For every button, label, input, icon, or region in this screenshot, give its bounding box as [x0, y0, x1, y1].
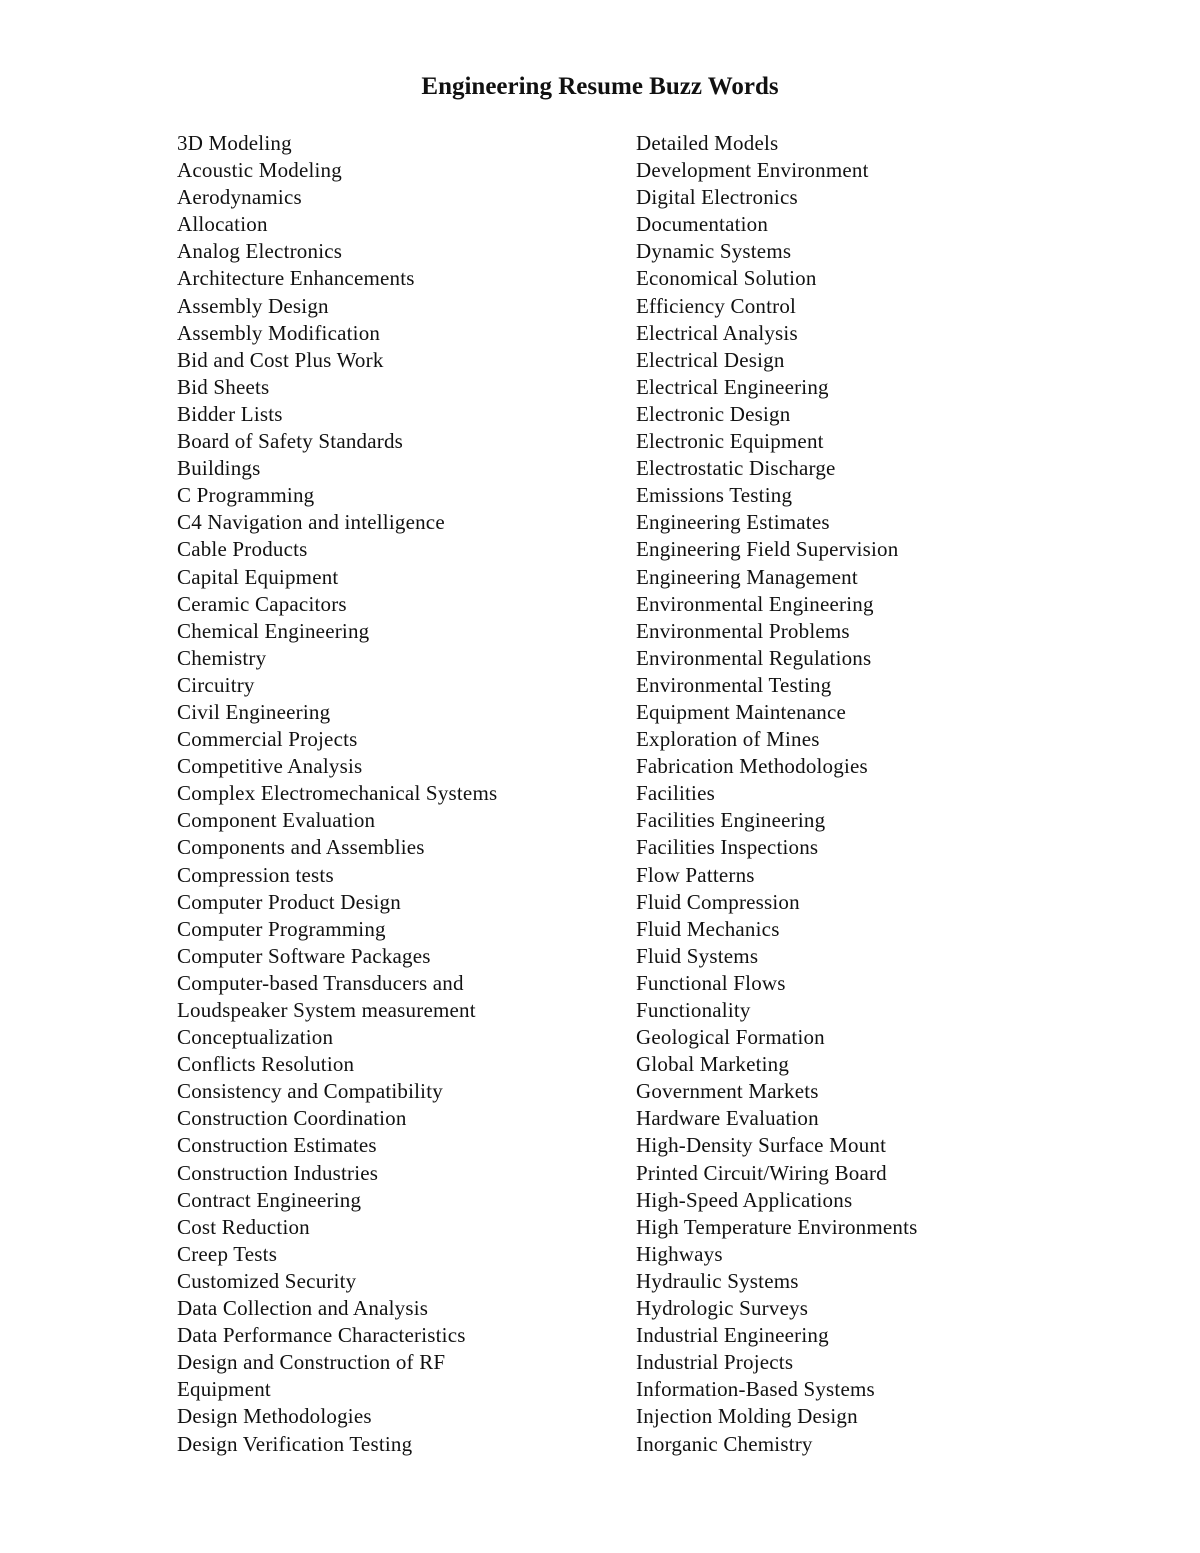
list-item: Circuitry [177, 672, 255, 697]
list-item: Loudspeaker System measurement [177, 998, 476, 1022]
list-item: Injection Molding Design [636, 1404, 858, 1429]
page-title: Engineering Resume Buzz Words [421, 73, 779, 100]
list-item: Competitive Analysis [177, 754, 363, 779]
list-item: Hydrologic Surveys [636, 1296, 809, 1321]
list-item: Detailed Models [636, 131, 779, 155]
list-item: Fluid Mechanics [636, 916, 780, 941]
list-item: Construction Coordination [177, 1106, 407, 1131]
list-item: Component Evaluation [177, 808, 376, 833]
list-item: Exploration of Mines [636, 727, 820, 752]
list-item: Fluid Systems [636, 943, 759, 968]
list-item: Industrial Engineering [636, 1323, 829, 1348]
list-item: Data Performance Characteristics [177, 1323, 466, 1348]
list-item: C4 Navigation and intelligence [177, 510, 445, 535]
list-item: Allocation [177, 212, 268, 237]
list-item: Design Verification Testing [177, 1431, 413, 1456]
list-item: Computer Product Design [177, 889, 401, 914]
list-item: High-Density Surface Mount [636, 1133, 887, 1158]
list-item: Electrical Analysis [636, 320, 798, 345]
list-item: Development Environment [636, 158, 869, 183]
list-item: Functional Flows [636, 970, 786, 995]
list-item: Economical Solution [636, 266, 817, 291]
list-item: Analog Electronics [177, 239, 343, 264]
list-item: Environmental Problems [636, 618, 850, 643]
list-item: Hydraulic Systems [636, 1268, 799, 1293]
list-item: C Programming [177, 483, 315, 508]
list-item: Global Marketing [636, 1052, 790, 1077]
list-item: Assembly Modification [177, 320, 381, 345]
list-item: Computer Software Packages [177, 943, 431, 968]
list-item: Fabrication Methodologies [636, 754, 868, 779]
list-item: Capital Equipment [177, 564, 339, 589]
list-item: High Temperature Environments [636, 1214, 918, 1239]
list-item: Electrostatic Discharge [636, 456, 836, 481]
list-item: Engineering Estimates [636, 510, 830, 535]
list-item: Dynamic Systems [636, 239, 792, 264]
list-item: Acoustic Modeling [177, 158, 342, 183]
list-item: Facilities Engineering [636, 808, 826, 833]
list-item: Equipment [177, 1377, 271, 1402]
list-item: Design and Construction of RF [177, 1350, 446, 1375]
list-item: Environmental Regulations [636, 645, 872, 670]
right-column-list [636, 128, 1076, 1456]
list-item: Functionality [636, 998, 751, 1022]
list-item: Engineering Management [636, 564, 858, 589]
list-item: Conflicts Resolution [177, 1052, 355, 1077]
list-item: Architecture Enhancements [177, 266, 415, 291]
list-item: Components and Assemblies [177, 835, 425, 860]
list-item: Electrical Engineering [636, 374, 829, 399]
list-item: Assembly Design [177, 293, 329, 318]
list-item: Electronic Equipment [636, 429, 824, 454]
list-item: Inorganic Chemistry [636, 1431, 813, 1456]
list-item: Printed Circuit/Wiring Board [636, 1160, 887, 1185]
list-item: Creep Tests [177, 1241, 278, 1266]
list-item: Electrical Design [636, 347, 785, 372]
list-item: Compression tests [177, 862, 334, 887]
list-item: Engineering Field Supervision [636, 537, 899, 562]
list-item: Construction Industries [177, 1160, 379, 1185]
list-item: Electronic Design [636, 401, 791, 426]
list-item: Digital Electronics [636, 185, 798, 210]
list-item: Chemistry [177, 645, 267, 670]
list-item: Hardware Evaluation [636, 1106, 819, 1131]
list-item: Cable Products [177, 537, 308, 562]
list-item: Fluid Compression [636, 889, 800, 914]
left-column-list [177, 128, 617, 1456]
list-item: Environmental Testing [636, 672, 832, 697]
list-item: Highways [636, 1241, 723, 1266]
list-item: Bid Sheets [177, 374, 270, 399]
list-item: Bid and Cost Plus Work [177, 347, 384, 372]
list-item: Documentation [636, 212, 769, 237]
list-item: Bidder Lists [177, 401, 283, 426]
list-item: Flow Patterns [636, 862, 755, 887]
list-item: Facilities Inspections [636, 835, 819, 860]
list-item: Facilities [636, 781, 715, 806]
list-item: Contract Engineering [177, 1187, 362, 1212]
list-item: Customized Security [177, 1268, 357, 1293]
list-item: 3D Modeling [177, 131, 292, 155]
list-item: Environmental Engineering [636, 591, 874, 616]
list-item: Government Markets [636, 1079, 819, 1104]
list-item: Efficiency Control [636, 293, 797, 318]
list-item: Complex Electromechanical Systems [177, 781, 498, 806]
list-item: Commercial Projects [177, 727, 358, 752]
list-item: Computer-based Transducers and [177, 970, 464, 995]
list-item: Emissions Testing [636, 483, 793, 508]
list-item: Design Methodologies [177, 1404, 372, 1429]
list-item: Chemical Engineering [177, 618, 370, 643]
list-item: Cost Reduction [177, 1214, 310, 1239]
list-item: High-Speed Applications [636, 1187, 853, 1212]
list-item: Construction Estimates [177, 1133, 377, 1158]
list-item: Consistency and Compatibility [177, 1079, 443, 1104]
list-item: Equipment Maintenance [636, 699, 847, 724]
list-item: Civil Engineering [177, 699, 331, 724]
list-item: Geological Formation [636, 1025, 825, 1050]
list-item: Data Collection and Analysis [177, 1296, 429, 1321]
list-item: Conceptualization [177, 1025, 334, 1050]
list-item: Ceramic Capacitors [177, 591, 347, 616]
list-item: Industrial Projects [636, 1350, 794, 1375]
list-item: Aerodynamics [177, 185, 302, 210]
list-item: Board of Safety Standards [177, 429, 404, 454]
list-item: Buildings [177, 456, 261, 481]
list-item: Information-Based Systems [636, 1377, 875, 1402]
list-item: Computer Programming [177, 916, 386, 941]
